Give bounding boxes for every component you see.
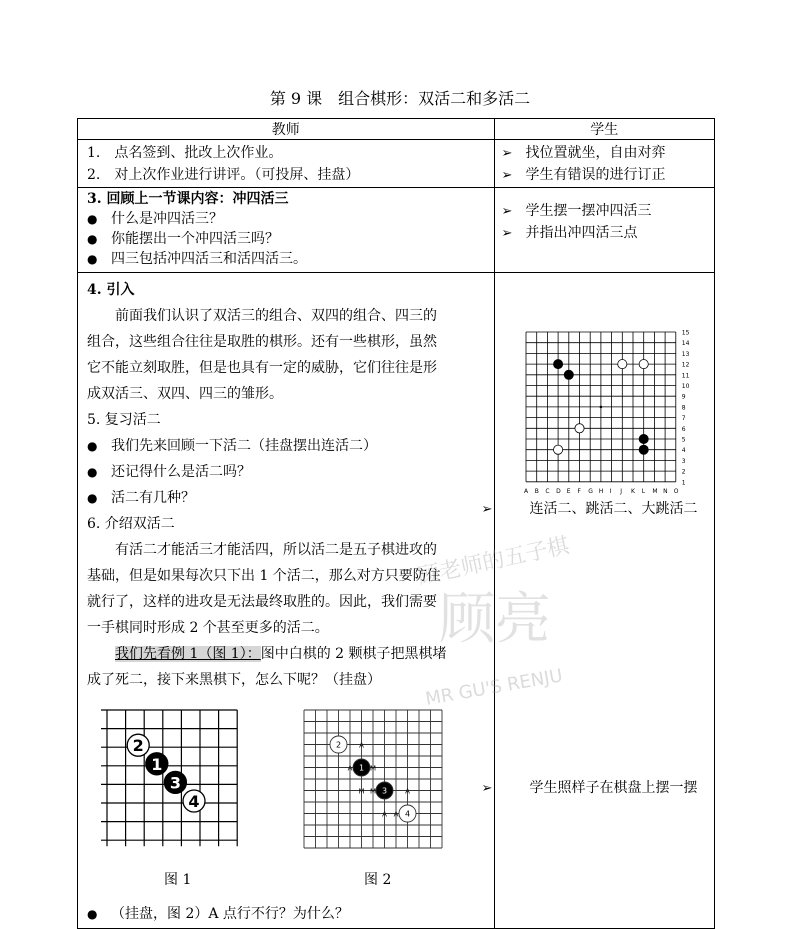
row-label: 13 — [681, 350, 690, 358]
figure-2-board — [300, 706, 458, 858]
figure-1-board — [95, 702, 253, 862]
col-label: J — [620, 487, 623, 495]
black-stone — [639, 445, 648, 454]
col-label: M — [652, 487, 658, 495]
paragraph-line: 它不能立刻取胜，但是也具有一定的威胁，它们往往是形 — [87, 360, 437, 376]
row2-student — [494, 188, 715, 273]
stone-number: 1 — [358, 763, 365, 773]
row-label: 8 — [681, 404, 686, 412]
bullet-item: ● 还记得什么是活二吗？ — [79, 459, 493, 485]
paragraph-line: 成了死二，接下来黑棋下，怎么下呢？（挂盘） — [87, 672, 381, 688]
review-heading: 3. 回顾上一节课内容：冲四活三 — [87, 191, 289, 207]
row-label: 2 — [681, 468, 686, 476]
stone-number: 4 — [404, 809, 411, 819]
figure-1-caption: 图 1 — [164, 872, 192, 888]
student-board-text: ➢ 连活二、跳活二、大跳活二 — [500, 499, 750, 520]
col-label: H — [598, 487, 604, 495]
row-label: 11 — [681, 372, 690, 380]
row1-student — [494, 140, 715, 188]
star-point — [600, 406, 603, 409]
watermark-text-bottom: MR GU'S RENJU — [423, 665, 565, 710]
watermark-text-top: 顾老师的五子棋 — [415, 533, 572, 590]
paragraph-line: 组合，这些组合往往是取胜的棋形。还有一些棋形，虽然 — [87, 334, 437, 350]
col-label: K — [631, 487, 635, 495]
header-teacher: 教师 — [78, 119, 495, 140]
teacher-line: 1. 点名签到、批改上次作业。 — [87, 145, 283, 161]
col-label: G — [588, 487, 593, 495]
point-mark: A — [382, 810, 387, 819]
point-mark: M — [369, 787, 377, 796]
point-mark: A — [393, 810, 399, 819]
watermark-text-mid: 顾亮 — [439, 587, 551, 652]
white-stone — [554, 445, 563, 454]
row-label: 5 — [681, 436, 686, 444]
bullet-item: ● 什么是冲四活三？ — [79, 209, 493, 229]
section-heading: 5. 复习活二 — [87, 412, 161, 428]
col-label: F — [577, 487, 581, 495]
row-label: 10 — [681, 383, 690, 390]
stone-number: 2 — [132, 736, 144, 756]
stone-number: 3 — [381, 786, 388, 796]
paragraph-line: 有活二才能活三才能活四，所以活二是五子棋进攻的 — [115, 542, 437, 558]
intro-heading: 4. 引入 — [87, 282, 135, 298]
point-mark: M — [358, 787, 365, 796]
student-line: ➢ 找位置就坐，自由对弈 — [496, 142, 714, 164]
white-stone — [639, 360, 648, 369]
paragraph-line: 就行了，这样的进攻是无法最终取胜的。因此，我们需要 — [87, 594, 437, 610]
row-label: 4 — [681, 447, 686, 455]
row-label: 14 — [681, 340, 690, 348]
row-label: 7 — [681, 415, 686, 423]
row-label: 9 — [681, 393, 686, 401]
student-practice-text: ➢ 学生照样子在棋盘上摆一摆 — [500, 778, 750, 799]
col-label: D — [556, 487, 561, 495]
point-mark: M — [369, 764, 377, 773]
example-ref: 我们先看例 1（图 1）： — [115, 646, 261, 662]
point-mark: A — [405, 787, 410, 796]
col-label: E — [566, 487, 571, 495]
black-stone — [554, 360, 563, 369]
bullet-item: ● （挂盘，图 2）A 点行不行？为什么？ — [79, 901, 493, 927]
teacher-line: 2. 对上次作业进行讲评。（可投屏、挂盘） — [87, 167, 360, 183]
col-label: C — [545, 487, 550, 495]
example-text: 图中白棋的 2 颗棋子把黑棋堵 — [260, 646, 447, 662]
bullet-item: ● 四三包括冲四活三和活四活三。 — [79, 249, 493, 269]
black-stone — [639, 434, 648, 443]
col-label: N — [663, 487, 668, 495]
bullet-item: ● 我们先来回顾一下活二（挂盘摆出连活二） — [79, 433, 493, 459]
header-student: 学生 — [494, 119, 715, 140]
paragraph-line: 成双活三、双四、四三的雏形。 — [87, 386, 283, 402]
student-line: ➢ 并指出冲四活三点 — [496, 222, 714, 244]
stone-number: 4 — [188, 792, 200, 811]
row-label: 1 — [681, 479, 686, 487]
bullet-item: ● 你能摆出一个冲四活三吗？ — [79, 229, 493, 249]
paragraph-line: 一手棋同时形成 2 个甚至更多的活二。 — [87, 620, 329, 636]
row-label: 15 — [681, 329, 690, 337]
point-mark: A — [359, 741, 364, 750]
point-mark: A — [347, 764, 353, 773]
col-label: L — [641, 487, 646, 495]
stone-number: 3 — [169, 773, 181, 793]
white-stone — [618, 360, 627, 369]
col-label: O — [673, 487, 679, 495]
section-heading: 6. 介绍双活二 — [87, 516, 175, 532]
col-label: A — [524, 487, 529, 495]
paragraph-line: 基础，但是如果每次只下出 1 个活二，那么对方只要防住 — [87, 568, 441, 584]
example-line — [79, 641, 493, 667]
student-line: ➢ 学生有错误的进行订正 — [496, 164, 714, 186]
row-label: 3 — [681, 457, 686, 465]
row1-teacher — [78, 140, 495, 188]
student-line: ➢ 学生摆一摆冲四活三 — [496, 200, 714, 222]
gomoku-board — [518, 324, 694, 496]
white-stone — [575, 424, 584, 433]
page-title: 第 9 课 组合棋形：双活二和多活二 — [269, 89, 531, 108]
col-label: B — [534, 487, 539, 495]
stone-number: 1 — [151, 754, 163, 774]
bullet-item: ● 活二有几种？ — [79, 485, 493, 511]
paragraph-line: 前面我们认识了双活三的组合、双四的组合、四三的 — [115, 308, 437, 324]
row-label: 12 — [681, 361, 690, 369]
col-label: I — [609, 487, 612, 495]
figure-2-caption: 图 2 — [364, 872, 392, 888]
stone-number: 2 — [335, 740, 342, 750]
black-stone — [564, 370, 573, 379]
row2-teacher — [78, 188, 495, 273]
row-label: 6 — [681, 425, 686, 433]
